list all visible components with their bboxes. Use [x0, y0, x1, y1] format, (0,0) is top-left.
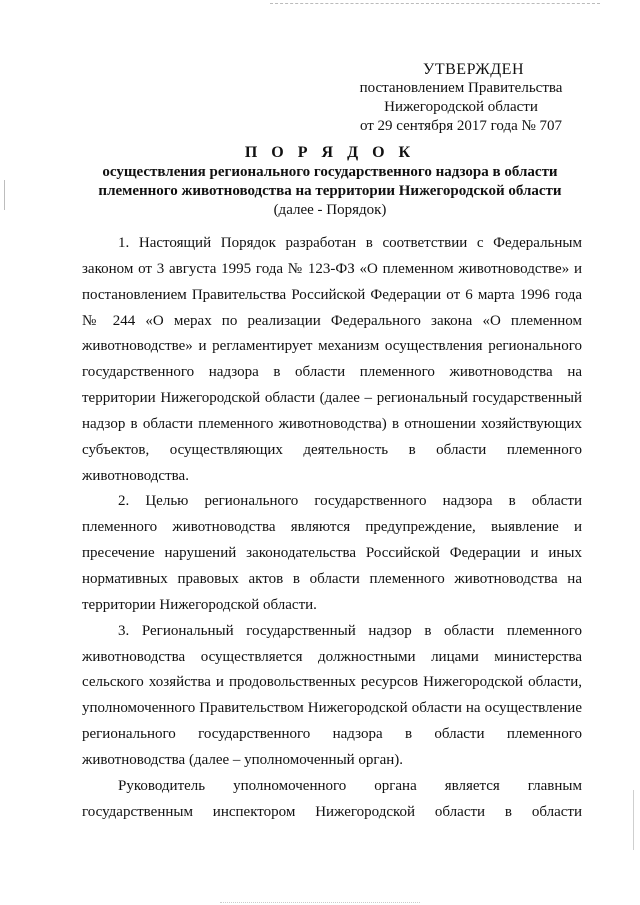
approval-stamp	[346, 60, 576, 136]
heading-line: осуществления регионального государственного надзора в области	[102, 164, 558, 180]
paragraph-1: 1. Настоящий Порядок разработан в соответствии с Федеральным законом от 3 августа 1995 года № 123-ФЗ «О племенном животноводстве» и постановлением Правительства Российской Федерации от 6 марта 1996 года № 244 «О мерах по реализации Федерального закона «О племенном животноводстве» и регламентирует механизм осуществления регионального государственного надзора в области племенного животноводства на территории Нижегородской области (далее – региональный государственный надзор в области племенного животноводства) в отношении хозяйствующих субъектов, осуществляющих деятельность в области племенного животноводства.	[82, 235, 582, 484]
scan-edge-bottom	[220, 902, 420, 903]
document-body	[82, 231, 582, 825]
approval-line: от 29 сентября 2017 года № 707	[359, 118, 563, 134]
paragraph-2: 2. Целью регионального государственного надзора в области племенного животноводства являются предупреждение, выявление и пресечение нарушений законодательства Российской Федерации и иных нормативных правовых актов в области племенного животноводства на территории Нижегородской области.	[82, 493, 582, 613]
approval-head: УТВЕРЖДЕН	[423, 61, 524, 78]
document-heading	[90, 143, 570, 220]
paragraph-4: Руководитель уполномоченного органа является главным государственным инспектором Нижегородской области в области	[82, 777, 582, 820]
document-title: П О Р Я Д О К	[244, 144, 416, 161]
scan-mark-left	[4, 180, 5, 210]
scan-edge-top	[270, 3, 600, 4]
paragraph-3: 3. Региональный государственный надзор в области племенного животноводства осуществляется должностными лицами министерства сельского хозяйства и продовольственных ресурсов Нижегородской области, уполномоченного Правительством Нижегородской области на осуществление регионального государственного надзора в области племенного животноводства (далее – уполномоченный орган).	[82, 622, 582, 768]
heading-note: (далее - Порядок)	[273, 202, 387, 218]
scan-mark-right	[633, 790, 634, 850]
heading-line: племенного животноводства на территории Нижегородской области	[98, 183, 562, 199]
approval-line: постановлением Правительства	[359, 80, 563, 96]
approval-line: Нижегородской области	[384, 99, 538, 115]
